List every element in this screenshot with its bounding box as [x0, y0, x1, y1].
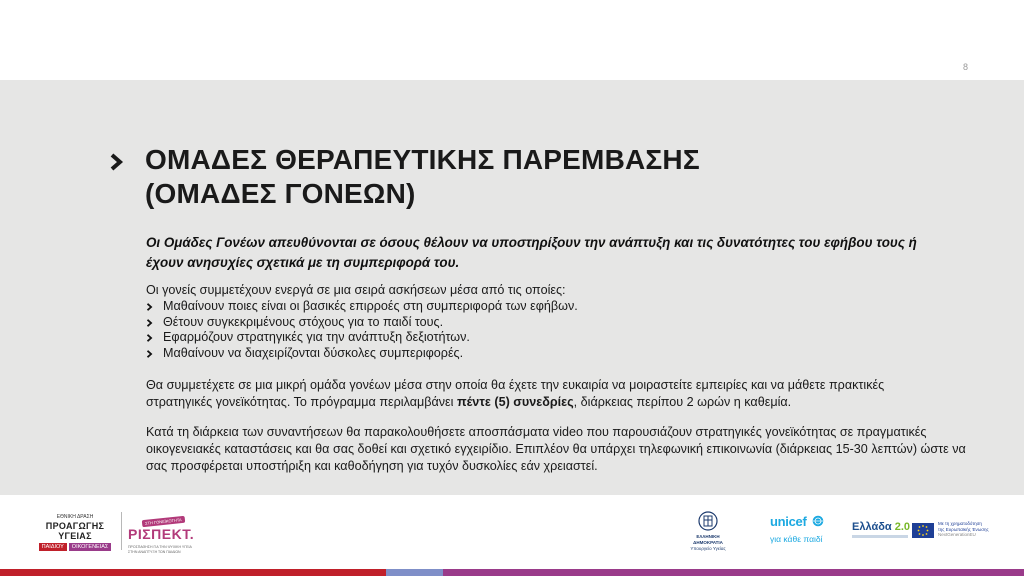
title-line-2: (ΟΜΑΔΕΣ ΓΟΝΕΩΝ): [145, 178, 416, 209]
ellada-underline: [852, 535, 908, 538]
list-item: [146, 315, 946, 331]
eu-funding-text: [938, 521, 1002, 538]
logo-wordmark: ΡΙΣΠΕΚΤ.: [128, 526, 195, 542]
chevron-right-icon: [146, 319, 153, 327]
ellada-number: 2.0: [894, 521, 910, 533]
greek-emblem-icon: [698, 511, 718, 531]
unicef-wordmark: unicef: [770, 514, 807, 529]
paragraph-meetings: Κατά τη διάρκεια των συναντήσεων θα παρακολουθήσετε αποσπάσματα video που παρουσιάζουν στρατηγικές γονεϊκότητας σε πραγματικές οικογενειακές καταστάσεις και θα σας δοθεί και σχετικό εγχειρίδιο. Επιπλέον θα υπάρχει τηλεφωνική επικοινωνία (διάρκειας 15-30 λεπτών) ώστε να σας προσφέρεται υποστήριξη και καθοδήγηση για τυχόν δυσκολίες εάν χρειαστεί.: [146, 425, 966, 473]
list-item-text: Θέτουν συγκεκριμένους στόχους για το παιδί τους.: [163, 314, 444, 329]
unicef-slogan: για κάθε παιδί: [770, 534, 823, 544]
gov-line-1: ΕΛΛΗΝΙΚΗ ΔΗΜΟΚΡΑΤΙΑ: [693, 534, 723, 545]
page-number: 8: [962, 62, 968, 72]
logo-subtitle: ΕΘΝΙΚΗ ΔΡΑΣΗ: [56, 514, 94, 520]
list-item-text: Εφαρμόζουν στρατηγικές για την ανάπτυξη δεξιοτήτων.: [163, 330, 470, 344]
sessions-count: πέντε (5) συνεδρίες: [456, 395, 574, 409]
paragraph-sessions: [146, 377, 946, 411]
chevron-right-icon: [146, 350, 153, 358]
bullet-list: [146, 299, 946, 361]
page-title: [145, 143, 865, 211]
title-line-1: ΟΜΑΔΕΣ ΘΕΡΑΠΕΥΤΙΚΗΣ ΠΑΡΕΜΒΑΣΗΣ: [145, 144, 700, 175]
list-item-text: Μαθαίνουν να διαχειρίζονται δύσκολες συμπεριφορές.: [163, 345, 464, 360]
logo-divider: [121, 512, 122, 550]
ellada-word: Ελλάδα: [852, 521, 892, 533]
chevron-right-icon: [146, 334, 153, 342]
greece-2-0-logo: [852, 521, 910, 533]
unicef-globe-icon: [812, 515, 824, 527]
logo-ribbon: ΣΤΗ ΓΟΝΕΪΚΟΤΗΤΑ: [142, 516, 185, 527]
list-item: [146, 299, 946, 315]
logo-caption: ΠΡΟΣΠΑΘΗΣΗ ΓΙΑ ΤΗΝ ΨΥΧΙΚΗ ΥΓΕΙΑ ΣΤΗΝ ΑΝΑΠΤΥΞΗ ΤΩΝ ΠΑΙΔΙΩΝ: [128, 545, 192, 554]
eu-line-2: της Ευρωπαϊκής Ένωσης: [938, 526, 989, 532]
header-band: [0, 0, 1024, 80]
eu-line-3: NextGenerationEU: [938, 532, 976, 537]
chevron-right-icon: [107, 152, 127, 172]
gov-line-2: Υπουργείο Υγείας: [690, 546, 726, 551]
eu-line-1: Με τη χρηματοδότηση: [938, 521, 982, 526]
greek-ministry-logo: [683, 511, 733, 552]
paragraph-text: Θα συμμετέχετε σε μια μικρή ομάδα γονέων μέσα στην οποία θα έχετε την ευκαιρία να μοιραστείτε εμπειρίες και να μάθετε πρακτικές στρατηγικές γονεϊκότητας. Το πρόγραμμα περιλαμβάνει: [146, 378, 885, 409]
chevron-right-icon: [146, 303, 153, 311]
intro-text: Οι Ομάδες Γονέων απευθύνονται σε όσους θέλουν να υποστηρίξουν την ανάπτυξη και τις δυνατότητες του εφήβου τους ή έχουν ανησυχίες σχετικά με τη συμπεριφορά του.: [146, 235, 917, 270]
paragraph-text: , διάρκειας περίπου 2 ωρών η καθεμία.: [573, 395, 792, 409]
logo-title: ΠΡΟΑΓΩΓΗΣ ΥΓΕΙΑΣ: [45, 521, 105, 541]
logo-tag-child: ΠΑΙΔΙΟΥ: [39, 543, 67, 551]
stripe-purple: [443, 569, 1024, 576]
lead-text: Οι γονείς συμμετέχουν ενεργά σε μια σειρά ασκήσεων μέσα από τις οποίες:: [146, 283, 566, 297]
bottom-color-stripes: [0, 569, 1024, 576]
logo-tag-family: ΟΙΚΟΓΕΝΕΙΑΣ: [69, 543, 112, 551]
list-item: [146, 346, 946, 362]
stripe-blue: [386, 569, 443, 576]
health-promotion-logo: [34, 514, 116, 551]
list-item: [146, 330, 946, 346]
eu-flag-icon: [912, 523, 934, 538]
stripe-red: [0, 569, 386, 576]
list-item-text: Μαθαίνουν ποιες είναι οι βασικές επιρροές στη συμπεριφορά των εφήβων.: [163, 299, 578, 313]
